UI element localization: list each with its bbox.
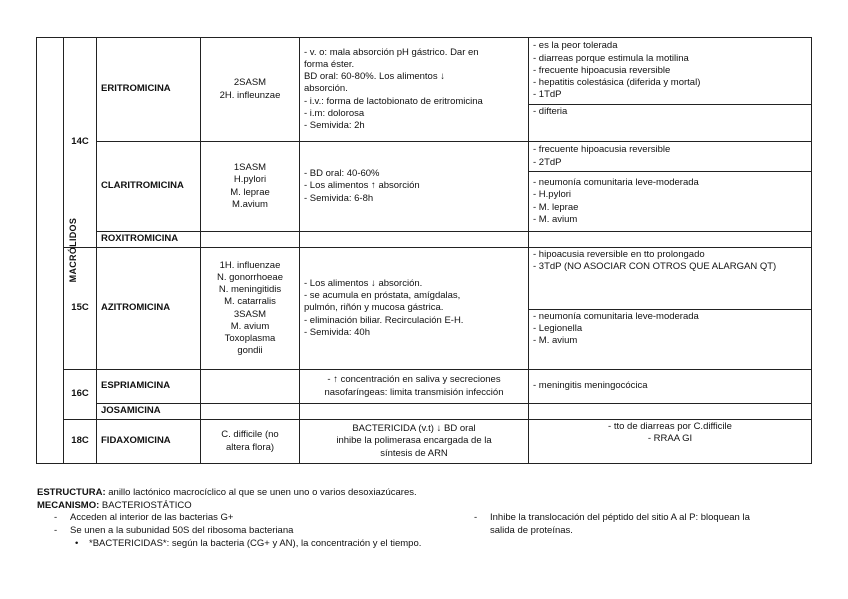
table-row	[37, 232, 812, 248]
table-row	[37, 38, 812, 105]
adverse-cell: - es la peor tolerada - diarreas porque estimula la motilina - frecuente hipoacusia reversible - hepatitis colestásica (diferida y mortal) - 1TdP	[529, 38, 812, 105]
table-row	[37, 370, 812, 404]
table-row	[37, 248, 812, 310]
bullet-icon: •	[75, 538, 79, 549]
spectrum-cell	[201, 232, 300, 248]
mechanism-left-list	[37, 512, 457, 537]
structure-label: ESTRUCTURA:	[37, 487, 106, 498]
spectrum-cell: 1SASM H.pylori M. leprae M.avium	[201, 142, 300, 232]
group-label: MACRÓLIDOS	[68, 218, 79, 283]
spectrum-cell: C. difficile (no altera flora)	[201, 420, 300, 464]
adverse-cell: - hipoacusia reversible en tto prolongado - 3TdP (NO ASOCIAR CON OTROS QUE ALARGAN QT)	[529, 248, 812, 310]
mechanism-text: BACTERIOSTÁTICO	[99, 499, 192, 511]
drug-name: ERITROMICINA	[97, 38, 201, 142]
drug-name: AZITROMICINA	[97, 248, 201, 370]
indication-cell: - neumonía comunitaria leve-moderada - H.pylori - M. leprae - M. avium	[529, 172, 812, 232]
adverse-cell	[529, 232, 812, 248]
indication-cell: - difteria	[529, 105, 812, 142]
structure-line	[37, 487, 827, 500]
pk-cell: - Los alimentos ↓ absorción. - se acumula en próstata, amígdalas, pulmón, riñón y mucosa gástrica. - eliminación biliar. Recirculación E-H. - Semivida: 40h	[300, 248, 529, 370]
list-item: - Inhibe la translocación del péptido del sitio A al P: bloquean la salida de proteínas.	[474, 512, 750, 536]
drug-name: CLARITROMICINA	[97, 142, 201, 232]
drug-name: ROXITROMICINA	[97, 232, 201, 248]
group-cell	[37, 38, 79, 464]
pk-cell: - ↑ concentración en saliva y secreciones nasofaríngeas: limita transmisión infección	[300, 370, 529, 404]
spectrum-cell: 1H. influenzae N. gonorrhoeae N. meningitidis M. catarralis 3SASM M. avium Toxoplasma gondii	[201, 248, 300, 370]
adverse-cell: - tto de diarreas por C.difficile - RRAA GI	[529, 420, 812, 464]
mechanism-line	[37, 500, 827, 513]
macrolides-table	[36, 37, 812, 464]
table-row	[37, 420, 812, 464]
indication-cell: - meningitis meningocócica	[529, 370, 812, 404]
list-item: - Se unen a la subunidad 50S del ribosoma bacteriana	[54, 524, 294, 536]
spectrum-cell: 2SASM 2H. infleunzae	[201, 38, 300, 142]
generation-cell: 14C	[64, 38, 97, 248]
generation-cell: 16C	[64, 370, 97, 420]
drug-name: JOSAMICINA	[97, 404, 201, 420]
mechanism-right-list	[457, 512, 827, 537]
pk-cell: - BD oral: 40-60% - Los alimentos ↑ absorción - Semivida: 6-8h	[300, 142, 529, 232]
generation-cell: 15C	[64, 248, 97, 370]
adverse-cell	[529, 404, 812, 420]
notes-section	[37, 487, 827, 551]
pk-cell: BACTERICIDA (v.t) ↓ BD oral inhibe la polimerasa encargada de la síntesis de ARN	[300, 420, 529, 464]
drug-name: FIDAXOMICINA	[97, 420, 201, 464]
pk-cell	[300, 232, 529, 248]
structure-text: anillo lactónico macrocíclico al que se unen uno o varios desoxiazúcares.	[105, 487, 417, 498]
mechanism-label: MECANISMO:	[37, 499, 100, 511]
generation-cell: 18C	[64, 420, 97, 464]
table-row	[37, 142, 812, 172]
pk-cell	[300, 404, 529, 420]
mechanism-columns	[37, 512, 827, 538]
list-item: - Acceden al interior de las bacterias G+	[54, 512, 234, 523]
spectrum-cell	[201, 404, 300, 420]
adverse-cell: - frecuente hipoacusia reversible - 2TdP	[529, 142, 812, 172]
drug-name: ESPRIAMICINA	[97, 370, 201, 404]
table-row	[37, 404, 812, 420]
bactericidal-note: • *BACTERICIDAS*: según la bacteria (CG+ y AN), la concentración y el tiempo.	[75, 538, 422, 549]
indication-cell: - neumonía comunitaria leve-moderada - Legionella - M. avium	[529, 310, 812, 370]
pk-cell: - v. o: mala absorción pH gástrico. Dar en forma éster. BD oral: 60-80%. Los alimentos ↓ absorción. - i.v.: forma de lactobionato de eritromicina - i.m: dolorosa - Semivida: 2h	[300, 38, 529, 142]
spectrum-cell	[201, 370, 300, 404]
